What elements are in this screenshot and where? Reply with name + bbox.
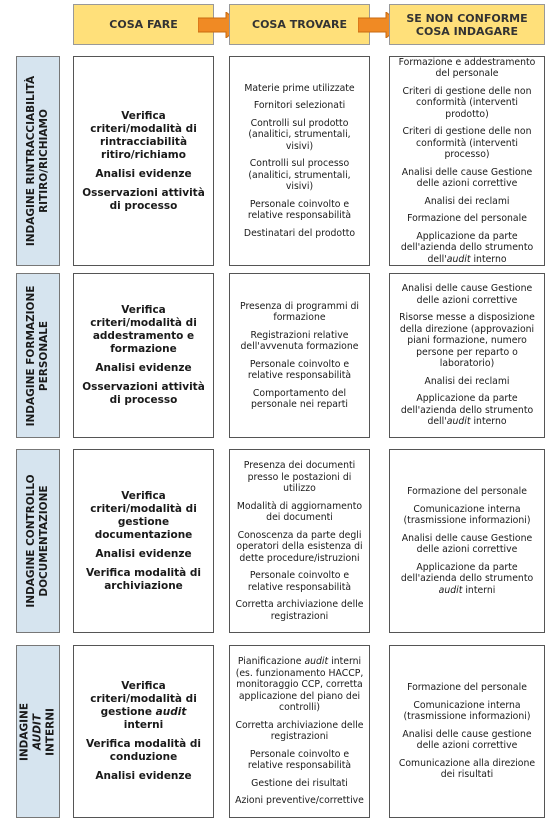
find-item: Personale coinvolto e relative responsabilità <box>247 570 352 593</box>
investigate-item: Applicazione da parte dell'azienda dello strumento dell'audit interno <box>400 230 534 265</box>
find-item: Comportamento del personale nei reparti <box>251 387 348 410</box>
investigate-item: Analisi delle cause Gestione delle azioni correttive <box>401 532 533 555</box>
side-label-line: INDAGINE FORMAZIONE <box>25 285 37 426</box>
todo-item: Osservazioni attività di processo <box>82 381 205 406</box>
cosa-trovare-cell <box>229 645 370 818</box>
todo-item: Analisi evidenze <box>95 547 192 560</box>
todo-item: Verifica criteri/modalità di gestione documentazione <box>90 489 197 541</box>
investigate-item: Comunicazione interna (trasmissione informazioni) <box>403 699 531 723</box>
investigate-item: Formazione del personale <box>407 213 527 225</box>
find-item: Conoscenza da parte degli operatori della esistenza di dette procedure/istruzioni <box>236 529 363 564</box>
investigate-item: Analisi dei reclami <box>424 375 510 387</box>
investigate-item: Applicazione da parte dell'azienda dello strumento dell'audit interno <box>400 393 534 428</box>
cosa-fare-cell <box>73 56 214 266</box>
investigate-item: Formazione e addestramento del personale <box>398 56 536 80</box>
header-cosa-indagare <box>389 4 545 45</box>
find-item: Azioni preventive/correttive <box>235 795 364 807</box>
cosa-fare-cell <box>73 645 214 818</box>
investigate-item: Criteri di gestione delle non conformità (interventi prodotto) <box>402 85 532 120</box>
investigate-item: Applicazione da parte dell'azienda dello strumento audit interni <box>400 561 534 596</box>
header-cosa-indagare-line2: COSA INDAGARE <box>415 24 519 38</box>
cosa-indagare-cell <box>389 645 545 818</box>
find-item: Presenza di programmi di formazione <box>240 300 359 323</box>
find-item: Modalità di aggiornamento dei documenti <box>236 500 363 523</box>
side-label-line: INDAGINE AUDIT INTERNI <box>18 702 57 761</box>
side-label-line: RITIRO/RICHIAMO <box>38 109 50 213</box>
find-item: Personale coinvolto e relative responsabilità <box>247 748 352 772</box>
find-item: Personale coinvolto e relative responsabilità <box>247 198 352 222</box>
cosa-fare-cell <box>73 273 214 438</box>
header-cosa-trovare <box>229 4 370 45</box>
investigate-item: Comunicazione alla direzione dei risultati <box>398 757 536 781</box>
header-cosa-fare-label: COSA FARE <box>109 18 178 31</box>
todo-item: Verifica criteri/modalità di gestione audit interni <box>90 680 197 731</box>
header-cosa-indagare-line1: SE NON CONFORME <box>406 11 528 25</box>
side-label-line: INDAGINE CONTROLLO <box>25 474 37 608</box>
investigate-item: Analisi delle cause gestione delle azioni correttive <box>402 728 532 752</box>
todo-item: Verifica criteri/modalità di addestramento e formazione <box>90 304 197 355</box>
investigate-item: Analisi dei reclami <box>424 195 510 207</box>
find-item: Presenza dei documenti presso le postazioni di utilizzo <box>243 460 356 494</box>
investigate-item: Comunicazione interna (trasmissione informazioni) <box>403 503 531 526</box>
cosa-fare-cell <box>73 449 214 633</box>
side-label-line: DOCUMENTAZIONE <box>38 485 50 597</box>
find-item: Fornitori selezionati <box>253 100 346 112</box>
find-item: Personale coinvolto e relative responsabilità <box>247 358 352 381</box>
find-item: Pianificazione audit interni (es. funzionamento HACCP, monitoraggio CCP, corretta applicazione del piano dei controlli) <box>235 656 364 714</box>
find-item: Controlli sul prodotto (analitici, strumentali, visivi) <box>248 117 351 152</box>
cosa-indagare-cell <box>389 449 545 633</box>
todo-item: Analisi evidenze <box>95 362 192 374</box>
todo-item: Verifica modalità di conduzione <box>85 738 202 763</box>
side-label-line: PERSONALE <box>38 320 50 391</box>
find-item: Registrazioni relative dell'avvenuta formazione <box>240 329 359 352</box>
section-side-label <box>16 56 60 266</box>
section-side-label <box>16 273 60 438</box>
cosa-indagare-cell <box>389 273 545 438</box>
todo-item: Verifica criteri/modalità di rintracciabilità ritiro/richiamo <box>90 109 197 161</box>
find-item: Corretta archiviazione delle registrazioni <box>235 719 364 743</box>
investigate-item: Analisi delle cause Gestione delle azioni correttive <box>401 166 533 190</box>
investigate-item: Formazione del personale <box>407 486 527 497</box>
cosa-trovare-cell <box>229 449 370 633</box>
find-item: Gestione dei risultati <box>251 777 348 789</box>
header-cosa-trovare-label: COSA TROVARE <box>252 18 347 31</box>
todo-item: Analisi evidenze <box>95 770 192 782</box>
investigate-item: Criteri di gestione delle non conformità (interventi processo) <box>402 126 532 161</box>
find-item: Corretta archiviazione delle registrazioni <box>235 599 364 622</box>
section-side-label <box>16 645 60 818</box>
cosa-trovare-cell <box>229 273 370 438</box>
todo-item: Analisi evidenze <box>95 167 192 180</box>
find-item: Materie prime utilizzate <box>244 82 355 94</box>
find-item: Destinatari del prodotto <box>243 227 356 239</box>
cosa-trovare-cell <box>229 56 370 266</box>
investigate-item: Risorse messe a disposizione della direzione (approvazioni piani formazione, numero persone per reparto o laboratorio) <box>399 312 535 370</box>
investigate-item: Formazione del personale <box>407 682 527 694</box>
find-item: Controlli sul processo (analitici, strumentali, visivi) <box>248 158 351 193</box>
side-label-line: INDAGINE RINTRACCIABILITÀ <box>25 75 37 247</box>
todo-item: Osservazioni attività di processo <box>82 186 205 212</box>
investigate-item: Analisi delle cause Gestione delle azioni correttive <box>401 283 533 306</box>
cosa-indagare-cell <box>389 56 545 266</box>
section-side-label <box>16 449 60 633</box>
header-cosa-fare <box>73 4 214 45</box>
todo-item: Verifica modalità di archiviazione <box>85 566 202 592</box>
